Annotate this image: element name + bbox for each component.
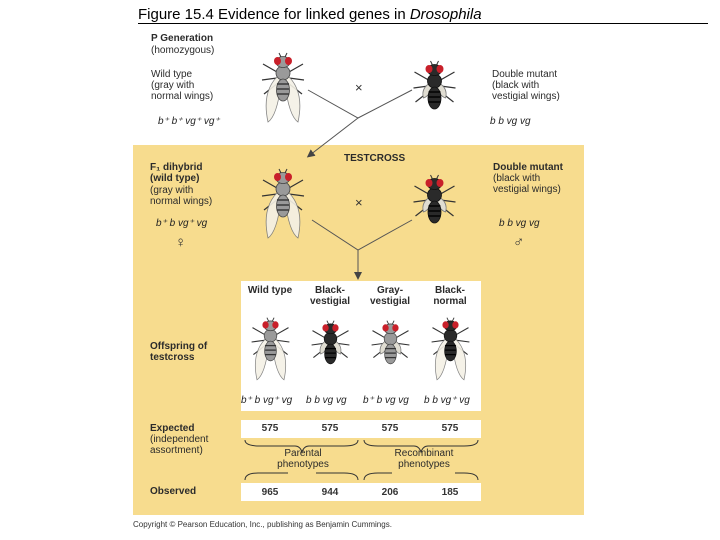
fly-double-mutant-parent-icon	[412, 58, 457, 113]
figure-title: Figure 15.4 Evidence for linked genes in Drosophila	[138, 6, 482, 23]
offspring-column-black-normal: Black- normal	[433, 285, 467, 307]
fly-offspring-black-vestigial-icon	[308, 318, 353, 373]
expected-value-black-vestigial: 575	[321, 423, 339, 434]
f1-mutant-description: (black with vestigial wings)	[493, 173, 561, 195]
expected-value-wild-type: 575	[261, 423, 279, 434]
offspring-column-wild-type: Wild type	[247, 285, 293, 296]
female-symbol: ♀	[175, 234, 187, 251]
observed-value-black-vestigial: 944	[321, 487, 339, 498]
fly-offspring-black-normal-icon	[428, 315, 473, 385]
observed-value-black-normal: 185	[441, 487, 459, 498]
offspring-genotype-wild-type: b⁺ b vg⁺ vg	[241, 395, 293, 406]
f1-mutant-genotype: b b vg vg	[499, 218, 540, 229]
expected-value-black-normal: 575	[441, 423, 459, 434]
p-cross-symbol: ×	[355, 80, 363, 95]
f1-description: (gray with normal wings)	[150, 185, 213, 207]
fly-wild-type-parent-icon	[258, 50, 308, 125]
copyright-notice: Copyright © Pearson Education, Inc., publishing as Benjamin Cummings.	[133, 520, 392, 529]
recombinant-phenotypes-label: Recombinant phenotypes	[394, 448, 454, 470]
offspring-row-label: Offspring of testcross	[150, 341, 208, 363]
male-symbol: ♂	[513, 234, 525, 251]
fly-f1-double-mutant-icon	[412, 172, 457, 227]
offspring-genotype-black-normal: b b vg⁺ vg	[424, 395, 470, 406]
expected-value-gray-vestigial: 575	[381, 423, 399, 434]
f1-cross-symbol: ×	[355, 195, 363, 210]
expected-sublabel: (independent assortment)	[150, 434, 209, 456]
wild-type-genotype: b⁺ b⁺ vg⁺ vg⁺	[158, 116, 220, 127]
f1-genotype: b⁺ b vg⁺ vg	[156, 218, 208, 229]
p-generation-heading: P Generation	[151, 33, 214, 44]
offspring-genotype-black-vestigial: b b vg vg	[306, 395, 347, 406]
double-mutant-label: Double mutant (black with vestigial wings)	[492, 69, 560, 102]
p-generation-subheading: (homozygous)	[151, 45, 215, 56]
fly-offspring-gray-vestigial-icon	[368, 318, 413, 373]
offspring-column-black-vestigial: Black- vestigial	[309, 285, 351, 307]
parental-phenotypes-label: Parental phenotypes	[277, 448, 329, 470]
observed-value-gray-vestigial: 206	[381, 487, 399, 498]
double-mutant-genotype: b b vg vg	[490, 116, 531, 127]
fly-offspring-wild-type-icon	[248, 315, 293, 385]
wild-type-label: Wild type (gray with normal wings)	[151, 69, 214, 102]
f1-heading: F₁ dihybrid (wild type)	[150, 162, 203, 184]
offspring-column-gray-vestigial: Gray- vestigial	[369, 285, 411, 307]
f1-mutant-heading: Double mutant	[493, 162, 563, 173]
testcross-label: TESTCROSS	[344, 153, 406, 164]
observed-label: Observed	[150, 486, 197, 497]
observed-value-wild-type: 965	[261, 487, 279, 498]
fly-f1-dihybrid-icon	[258, 166, 308, 241]
expected-label: Expected	[150, 423, 195, 434]
offspring-genotype-gray-vestigial: b⁺ b vg vg	[363, 395, 409, 406]
